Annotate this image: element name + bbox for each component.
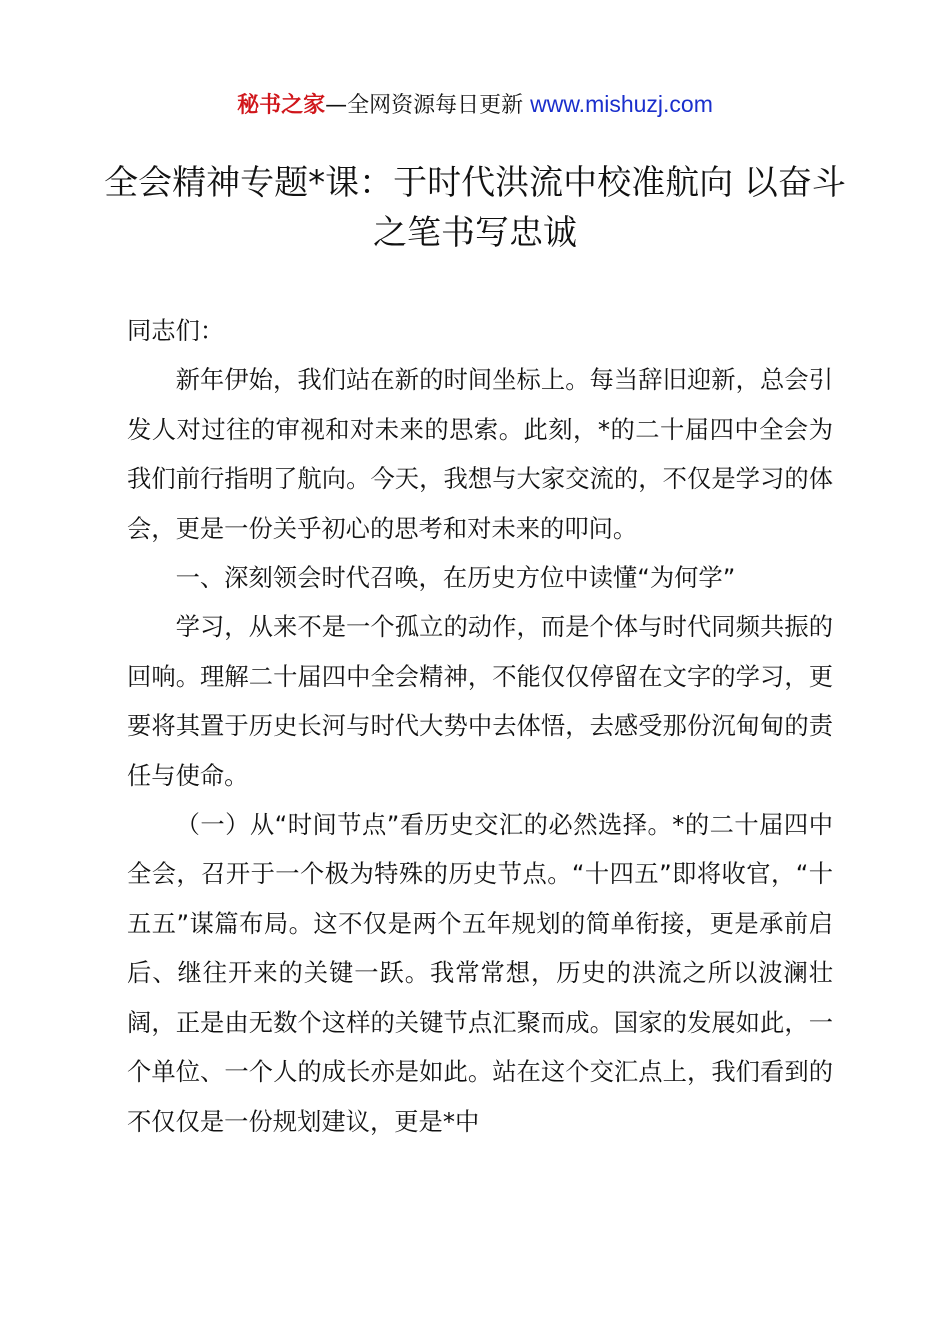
document-body — [127, 306, 833, 1146]
salutation: 同志们： — [127, 316, 225, 345]
page-header — [0, 86, 950, 124]
header-tagline: —全网资源每日更新 — [325, 93, 531, 118]
site-url-link[interactable]: www.mishuzj.com — [530, 91, 713, 117]
paragraph-subsection-1: （一）从“时间节点”看历史交汇的必然选择。*的二十届四中全会，召开于一个极为特殊的历史节点。“十四五”即将收官，“十五五”谋篇布局。这不仅是两个五年规划的简单衔接，更是承前启后、继往开来的关键一跃。我常常想，历史的洪流之所以波澜壮阔，正是由无数个这样的关键节点汇聚而成。国家的发展如此，一个单位、一个人的成长亦是如此。站在这个交汇点上，我们看到的不仅仅是一份规划建议，更是*中 — [127, 810, 833, 1136]
document-title: 全会精神专题*课：于时代洪流中校准航向 以奋斗之笔书写忠诚 — [104, 163, 846, 253]
paragraph-intro: 新年伊始，我们站在新的时间坐标上。每当辞旧迎新，总会引发人对过往的审视和对未来的思索。此刻，*的二十届四中全会为我们前行指明了航向。今天，我想与大家交流的，不仅是学习的体会，更是一份关乎初心的思考和对未来的叩问。 — [127, 365, 833, 543]
brand-name: 秘书之家 — [237, 93, 326, 118]
paragraph-section-1: 学习，从来不是一个孤立的动作，而是个体与时代同频共振的回响。理解二十届四中全会精神，不能仅仅停留在文字的学习，更要将其置于历史长河与时代大势中去体悟，去感受那份沉甸甸的责任与使命。 — [127, 612, 833, 790]
section-heading-1: 一、深刻领会时代召唤，在历史方位中读懂“为何学” — [175, 563, 736, 593]
